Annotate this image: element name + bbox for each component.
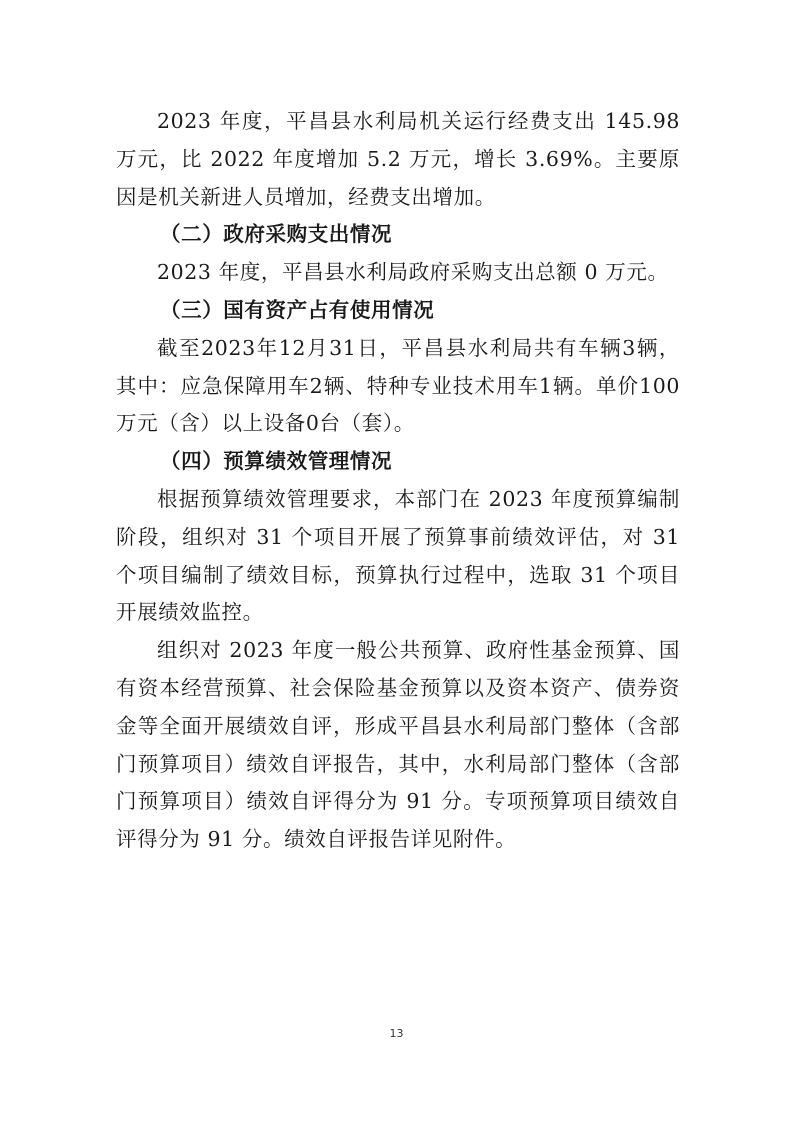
paragraph-operating-expenses: 2023 年度，平昌县水利局机关运行经费支出 145.98 万元，比 2022 年度增加 5.2 万元，增长 3.69%。主要原因是机关新进人员增加，经费支出增加。 (116, 109, 680, 209)
heading-state-assets: （三）国有资产占有使用情况 (160, 297, 435, 322)
paragraph-government-procurement: 2023 年度，平昌县水利局政府采购支出总额 0 万元。 (157, 260, 669, 285)
paragraph-state-assets: 截至2023年12月31日，平昌县水利局共有车辆3辆，其中：应急保障用车2辆、特种专业技术用车1辆。单价100万元（含）以上设备0台（套）。 (116, 335, 680, 436)
heading-performance-management: （四）预算绩效管理情况 (160, 449, 393, 474)
document-body (116, 103, 680, 859)
page-number: 13 (389, 1027, 404, 1040)
paragraph-self-evaluation: 组织对 2023 年度一般公共预算、政府性基金预算、国有资本经营预算、社会保险基金预算以及资本资产、债券资金等全面开展绩效自评，形成平昌县水利局部门整体（含部门预算项目）绩效自评报告，其中，水利局部门整体（含部门预算项目）绩效自评得分为 91 分。专项预算项目绩效自评得分为 91 分。绩效自评报告详见附件。 (116, 638, 680, 852)
heading-government-procurement: （二）政府采购支出情况 (160, 222, 393, 247)
paragraph-performance-management: 根据预算绩效管理要求，本部门在 2023 年度预算编制阶段，组织对 31 个项目开展了预算事前绩效评估，对 31 个项目编制了绩效目标，预算执行过程中，选取 31 个项目开展绩效监控。 (116, 486, 680, 625)
